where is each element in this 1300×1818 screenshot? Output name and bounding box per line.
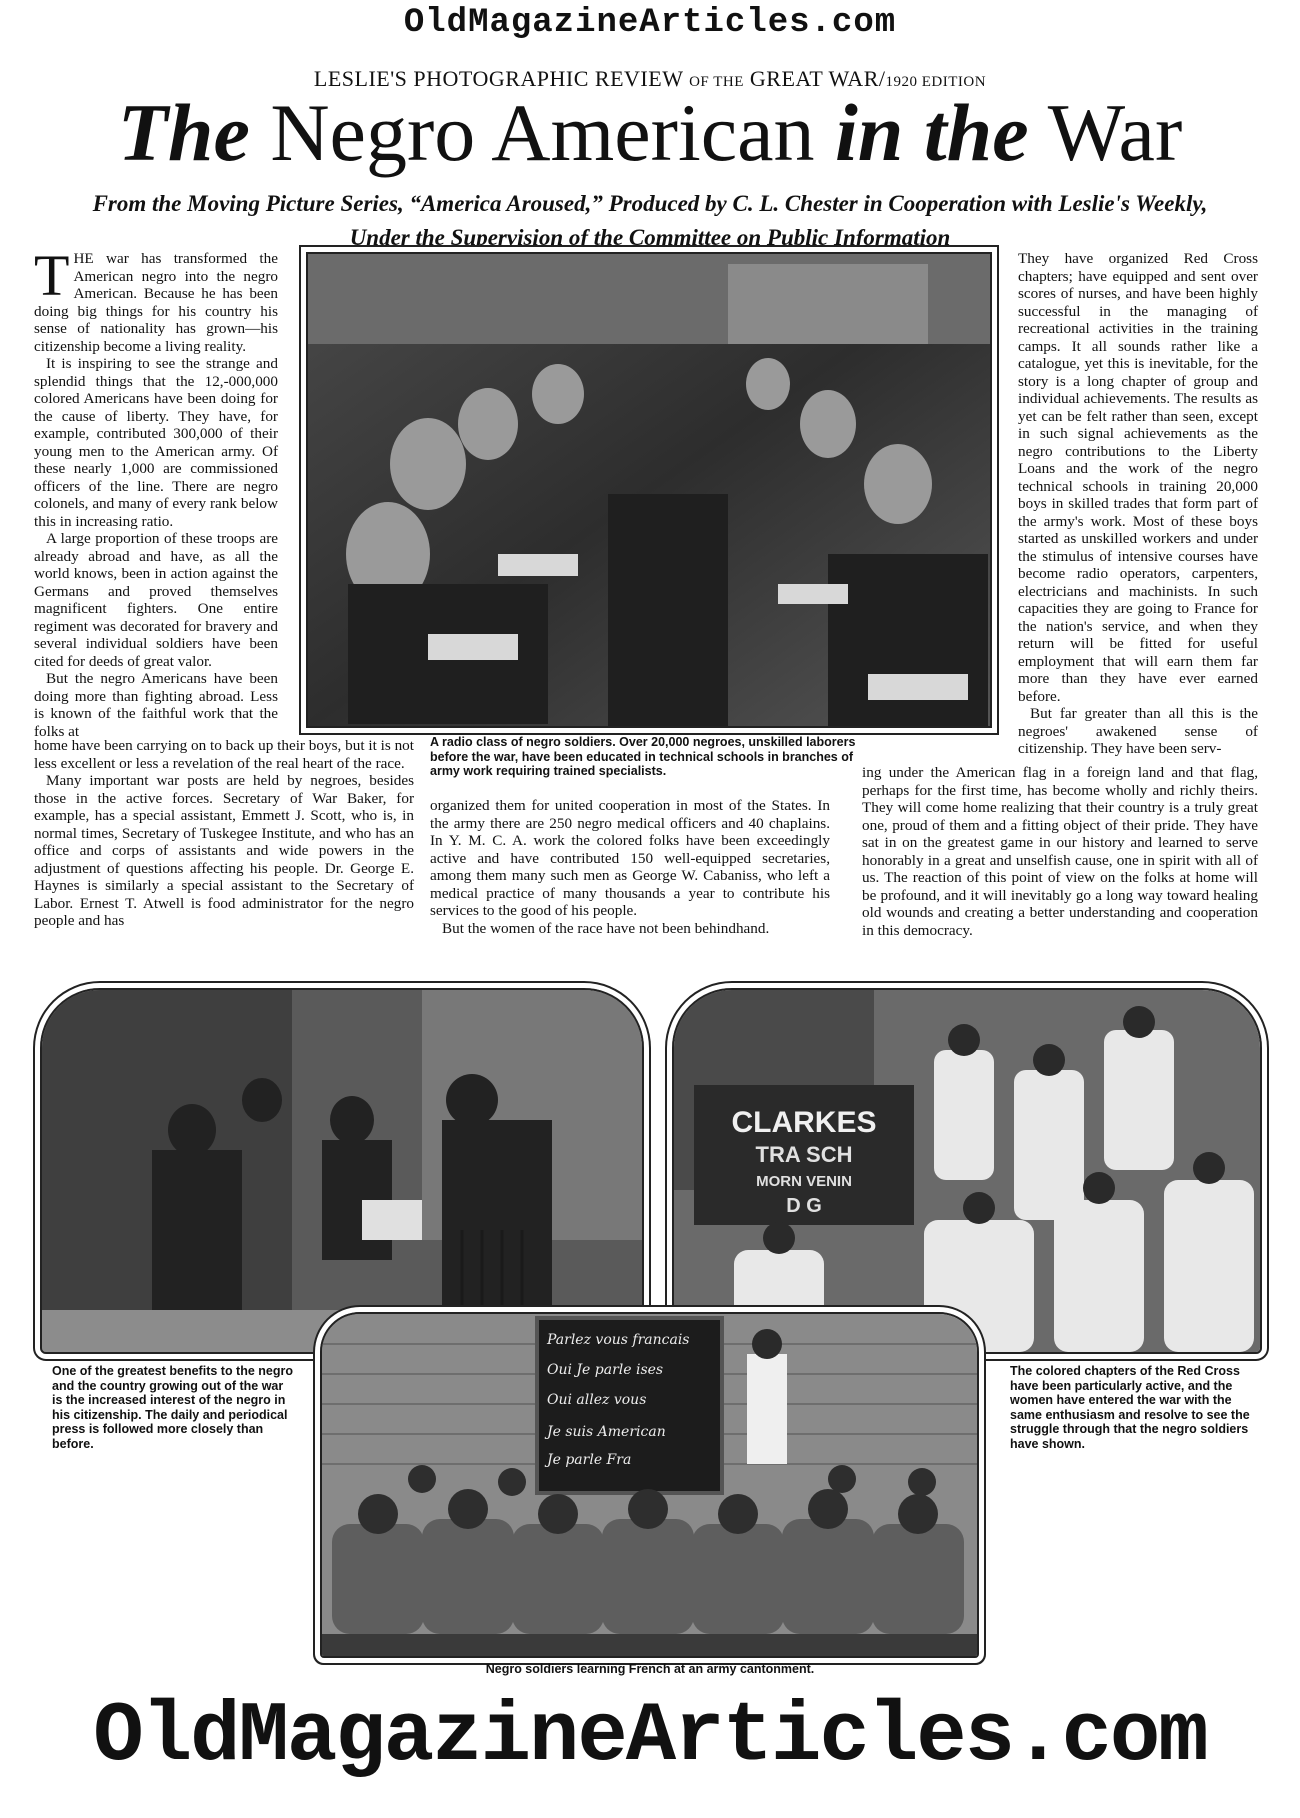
article-paragraph: They have organized Red Cross chapters; have equipped and sent over scores of nurses, and have been highly successful in the managing of recreational activities in the training camps. It all sounds rather like a catalogue, yet this is inevitable, for the story is a long chapter of group and individual achievements. The results as yet can be felt rather than seen, except in such signal achievements as the negro contributions to the Liberty Loans and the work of the negro technical schools in training 20,000 boys in skilled trades that form part of the army's work. Most of these boys started as unskilled workers and under the stimulus of intensive courses have become radio operators, carpenters, electricians and machinists. In such capacities they are going to France for the nation's service, and when they return will be fitted for useful employment that will earn them far more than they have ever earned before. xyxy=(1018,250,1258,705)
title-part-4: War xyxy=(1047,87,1183,178)
article-column-2 xyxy=(430,797,830,937)
photo-radio-class xyxy=(306,252,992,728)
article-paragraph: ing under the American flag in a foreign land and that flag, perhaps for the first time, has become wholly and richly theirs. They will come home realizing that their country is a truly great one, proud of them and a fitting object of their pride. They have sat in on the greatest game in our history and learned to serve honorably in a great and unselfish cause, one in spirit with all of us. The reaction of this point of view on the folks at home will be profound, and it will inevitably go a long way toward healing old wounds and creating a better understanding and cooperation in this democracy. xyxy=(862,764,1258,939)
title-part-1: The xyxy=(117,87,250,178)
caption-radio-class: A radio class of negro soldiers. Over 20,000 negroes, unskilled laborers before the war, have been educated in technical schools in branches of army work requiring trained specialists. xyxy=(430,735,856,778)
article-paragraph: A large proportion of these troops are already abroad and have, as all the world knows, been in action against the Germans and proved themselves magnificent fighters. One entire regiment was decorated for bravery and several individual soldiers have been cited for deeds of great valor. xyxy=(34,530,278,670)
article-paragraph: It is inspiring to see the strange and splendid things that the 12,-000,000 colored Americans have been doing for the cause of liberty. They have, for example, contributed 300,000 of their young men to the American army. Of these nearly 1,000 are commissioned officers of the line. There are negro colonels, and many of every rank below this in increasing ratio. xyxy=(34,355,278,530)
series-name: LESLIE'S PHOTOGRAPHIC REVIEW xyxy=(313,66,684,91)
photo-french-class xyxy=(320,1312,979,1658)
caption-red-cross: The colored chapters of the Red Cross have been particularly active, and the women have entered the war with the same enthusiasm and resolve to see the struggle through that the negro soldiers have shown. xyxy=(1010,1364,1250,1451)
sign-line-1: CLARKES xyxy=(731,1106,877,1139)
chalk-line-2: Oui Je parle ises xyxy=(547,1362,664,1378)
article-paragraph: But the negro Americans have been doing more than fighting abroad. Less is known of the faithful work that the folks at xyxy=(34,670,278,740)
photo-red-cross-women xyxy=(672,988,1262,1354)
article-paragraph: organized them for united cooperation in most of the States. In the army there are 250 negro medical officers and 40 chaplains. In Y. M. C. A. work the colored folks have been exceedingly active and have contributed 150 well-equipped secretaries, among them many such men as George W. Cabaniss, who left a medical practice of many thousands a year to contribute his services to the good of his people. xyxy=(430,797,830,919)
article-column-1-continued xyxy=(34,730,414,930)
paragraph-text: HE war has transformed the American negro into the negro American. Because he has been doing big things for his country his sense of nationality has grown—his citizenship become a living reality. xyxy=(34,250,278,355)
sign-line-3: MORN VENIN xyxy=(756,1173,852,1190)
sign-line-4: D G xyxy=(786,1195,822,1217)
caption-reading-press: One of the greatest benefits to the negro and the country growing out of the war is the increased interest of the negro in his citizenship. The daily and periodical press is followed more closely than before. xyxy=(52,1364,293,1451)
article-column-1 xyxy=(34,243,278,740)
article-paragraph: But the women of the race have not been behindhand. xyxy=(442,919,770,937)
article-column-3-continued xyxy=(862,764,1258,939)
article-paragraph: home have been carrying on to back up their boys, but it is not less excellent or less a revelation of the real heart of the race. xyxy=(34,737,414,772)
watermark-bottom: OldMagazineArticles.com xyxy=(93,1690,1207,1785)
article-paragraph: But far greater than all this is the negroes' awakened sense of citizenship. They have been serv- xyxy=(1018,705,1258,757)
series-line: LESLIE'S PHOTOGRAPHIC REVIEW OF THE GREAT WAR/1920 EDITION xyxy=(313,66,987,91)
drop-cap: T xyxy=(34,243,70,308)
sign-line-2: TRA SCH xyxy=(755,1142,853,1167)
chalk-line-5: Je parle Fra xyxy=(547,1452,632,1468)
caption-french-class: Negro soldiers learning French at an army cantonment. xyxy=(485,1662,815,1676)
subtitle xyxy=(0,187,1300,255)
photo-reading-press xyxy=(40,988,644,1354)
title-part-2: Negro American xyxy=(270,87,815,178)
series-of: OF THE xyxy=(689,74,744,90)
subtitle-line-2: Under the Supervision of the Committee on Public Information xyxy=(349,225,951,250)
subtitle-line-1: From the Moving Picture Series, “America Aroused,” Produced by C. L. Chester in Cooperation with Leslie's Weekly, xyxy=(92,191,1208,216)
series-great-war: GREAT WAR xyxy=(749,66,879,91)
chalk-line-1: Parlez vous francais xyxy=(547,1332,690,1348)
watermark-top: OldMagazineArticles.com xyxy=(403,4,897,42)
article-paragraph: Many important war posts are held by negroes, besides those in the active forces. Secretary of War Baker, for example, has a special assistant, Emmett J. Scott, who is, in normal times, Secretary of Tuskegee Institute, and who has an office and corps of assistants and wide powers in the adjustment of questions affecting his people. Dr. George E. Haynes is similarly a special assistant to the Secretary of Labor. Ernest T. Atwell is food administrator for the negro people and has xyxy=(34,772,414,929)
series-edition: 1920 EDITION xyxy=(885,74,987,90)
title-part-3: in the xyxy=(835,87,1029,178)
chalk-line-3: Oui allez vous xyxy=(547,1392,647,1408)
chalk-line-4: Je suis American xyxy=(547,1424,666,1440)
page-title xyxy=(0,87,1300,178)
article-paragraph xyxy=(34,243,278,355)
article-column-3 xyxy=(1018,250,1258,758)
